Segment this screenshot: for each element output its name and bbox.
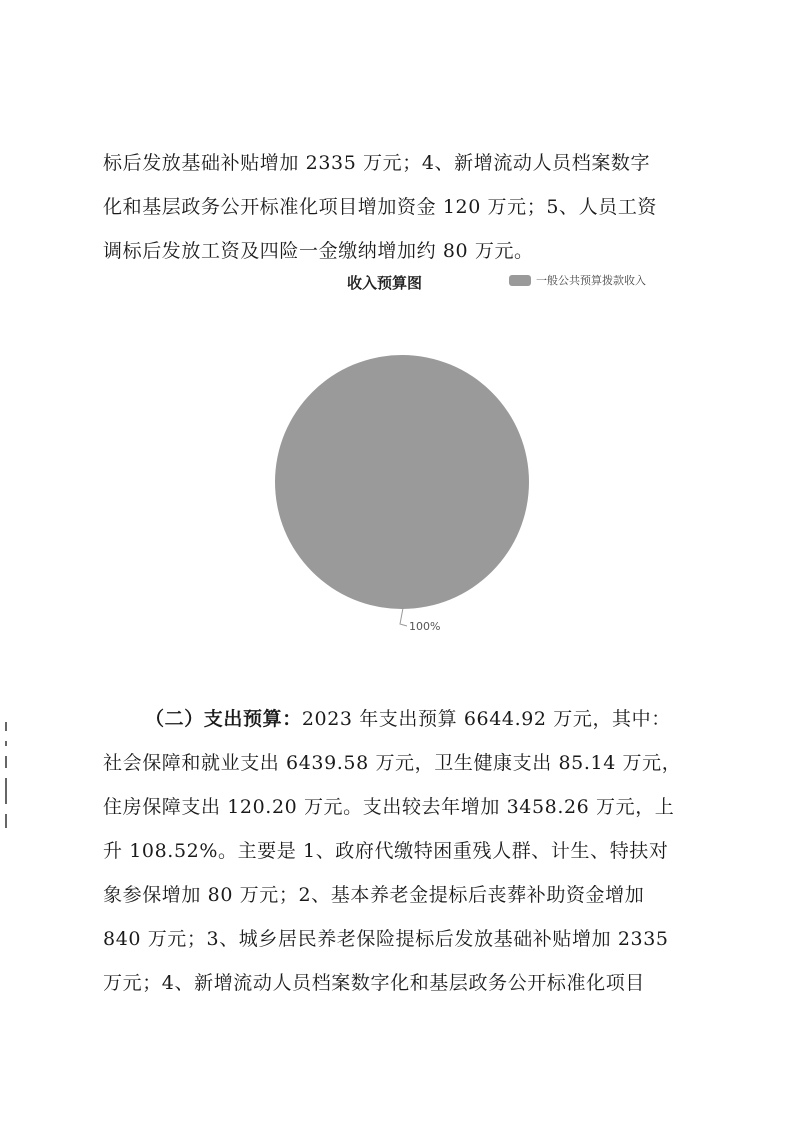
text-line: 标后发放基础补贴增加 2335 万元；4、新增流动人员档案数字 — [103, 152, 651, 174]
text-line: 万元；4、新增流动人员档案数字化和基层政务公开标准化项目 — [103, 972, 645, 994]
slice-label: 100% — [409, 620, 441, 633]
text-line: 840 万元；3、城乡居民养老保险提标后发放基础补贴增加 2335 — [103, 928, 669, 950]
text-line — [103, 697, 703, 741]
text-line: 调标后发放工资及四险一金缴纳增加约 80 万元。 — [103, 240, 534, 262]
text-line: 化和基层政务公开标准化项目增加资金 120 万元；5、人员工资 — [103, 196, 658, 218]
text-line: 升 108.52%。主要是 1、政府代缴特困重残人群、计生、特扶对 — [103, 840, 669, 862]
text-line: 住房保障支出 120.20 万元。支出较去年增加 3458.26 万元，上 — [103, 796, 675, 818]
text-line: 象参保增加 80 万元；2、基本养老金提标后丧葬补助资金增加 — [103, 884, 645, 906]
text-run: 2023 年支出预算 6644.92 万元，其中： — [301, 708, 671, 730]
pie-slices — [275, 355, 529, 609]
binding-marks — [5, 722, 9, 862]
section-heading: （二）支出预算： — [145, 708, 302, 730]
text-line: 社会保障和就业支出 6439.58 万元，卫生健康支出 85.14 万元， — [103, 752, 682, 774]
legend-entry: 一般公共预算拨款收入 — [536, 274, 646, 287]
paragraph-expenditure — [103, 697, 703, 1005]
slice-leader-line — [400, 608, 407, 626]
chart-title: 收入预算图 — [347, 274, 423, 292]
pie-slice — [275, 355, 529, 609]
